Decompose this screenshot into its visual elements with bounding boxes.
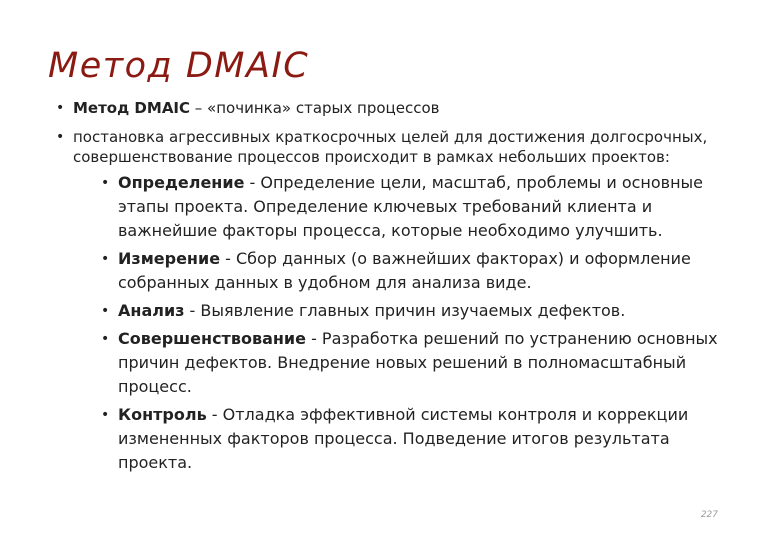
phase-item-analyze [101,299,746,323]
phase-item-improve [101,327,746,399]
phase-item-control [101,403,746,475]
bullet-icon: • [56,100,65,116]
phase-name: Определение [118,173,245,192]
bullet-item-goals [56,127,746,475]
phase-name: Контроль [118,405,207,424]
bullet-item-dmaic [56,98,746,118]
bullet-text: – «починка» старых процессов [190,99,440,117]
bullet-icon: • [101,251,110,267]
bullet-icon: • [101,175,110,191]
phase-item-define [101,171,746,243]
bullet-bold-text: Метод DMAIC [73,99,191,117]
phase-description: - Разработка решений по устранению основных причин дефектов. Внедрение новых решений в полномасштабный процесс. [118,329,718,396]
phase-item-measure [101,247,746,295]
phase-description: - Выявление главных причин изучаемых дефектов. [184,301,626,320]
phase-list [101,171,746,475]
phase-description: - Определение цели, масштаб, проблемы и основные этапы проекта. Определение ключевых требований клиента и важнейшие факторы процесса, которые необходимо улучшить. [118,173,704,240]
main-bullet-list [56,98,746,475]
bullet-icon: • [101,331,110,347]
phase-description: - Отладка эффективной системы контроля и коррекции измененных факторов процесса. Подведение итогов результата проекта. [118,405,689,472]
bullet-icon: • [101,407,110,423]
slide-title: Метод DMAIC [48,46,310,86]
page-number: 227 [700,510,718,520]
slide-content [56,98,746,484]
bullet-icon: • [56,129,65,145]
phase-description: - Сбор данных (о важнейших факторах) и оформление собранных данных в удобном для анализа виде. [118,249,691,292]
bullet-text: постановка агрессивных краткосрочных целей для достижения долгосрочных, совершенствование процессов происходит в рамках небольших проектов: [73,128,708,166]
phase-name: Совершенствование [118,329,306,348]
bullet-icon: • [101,303,110,319]
phase-name: Анализ [118,301,185,320]
phase-name: Измерение [118,249,221,268]
